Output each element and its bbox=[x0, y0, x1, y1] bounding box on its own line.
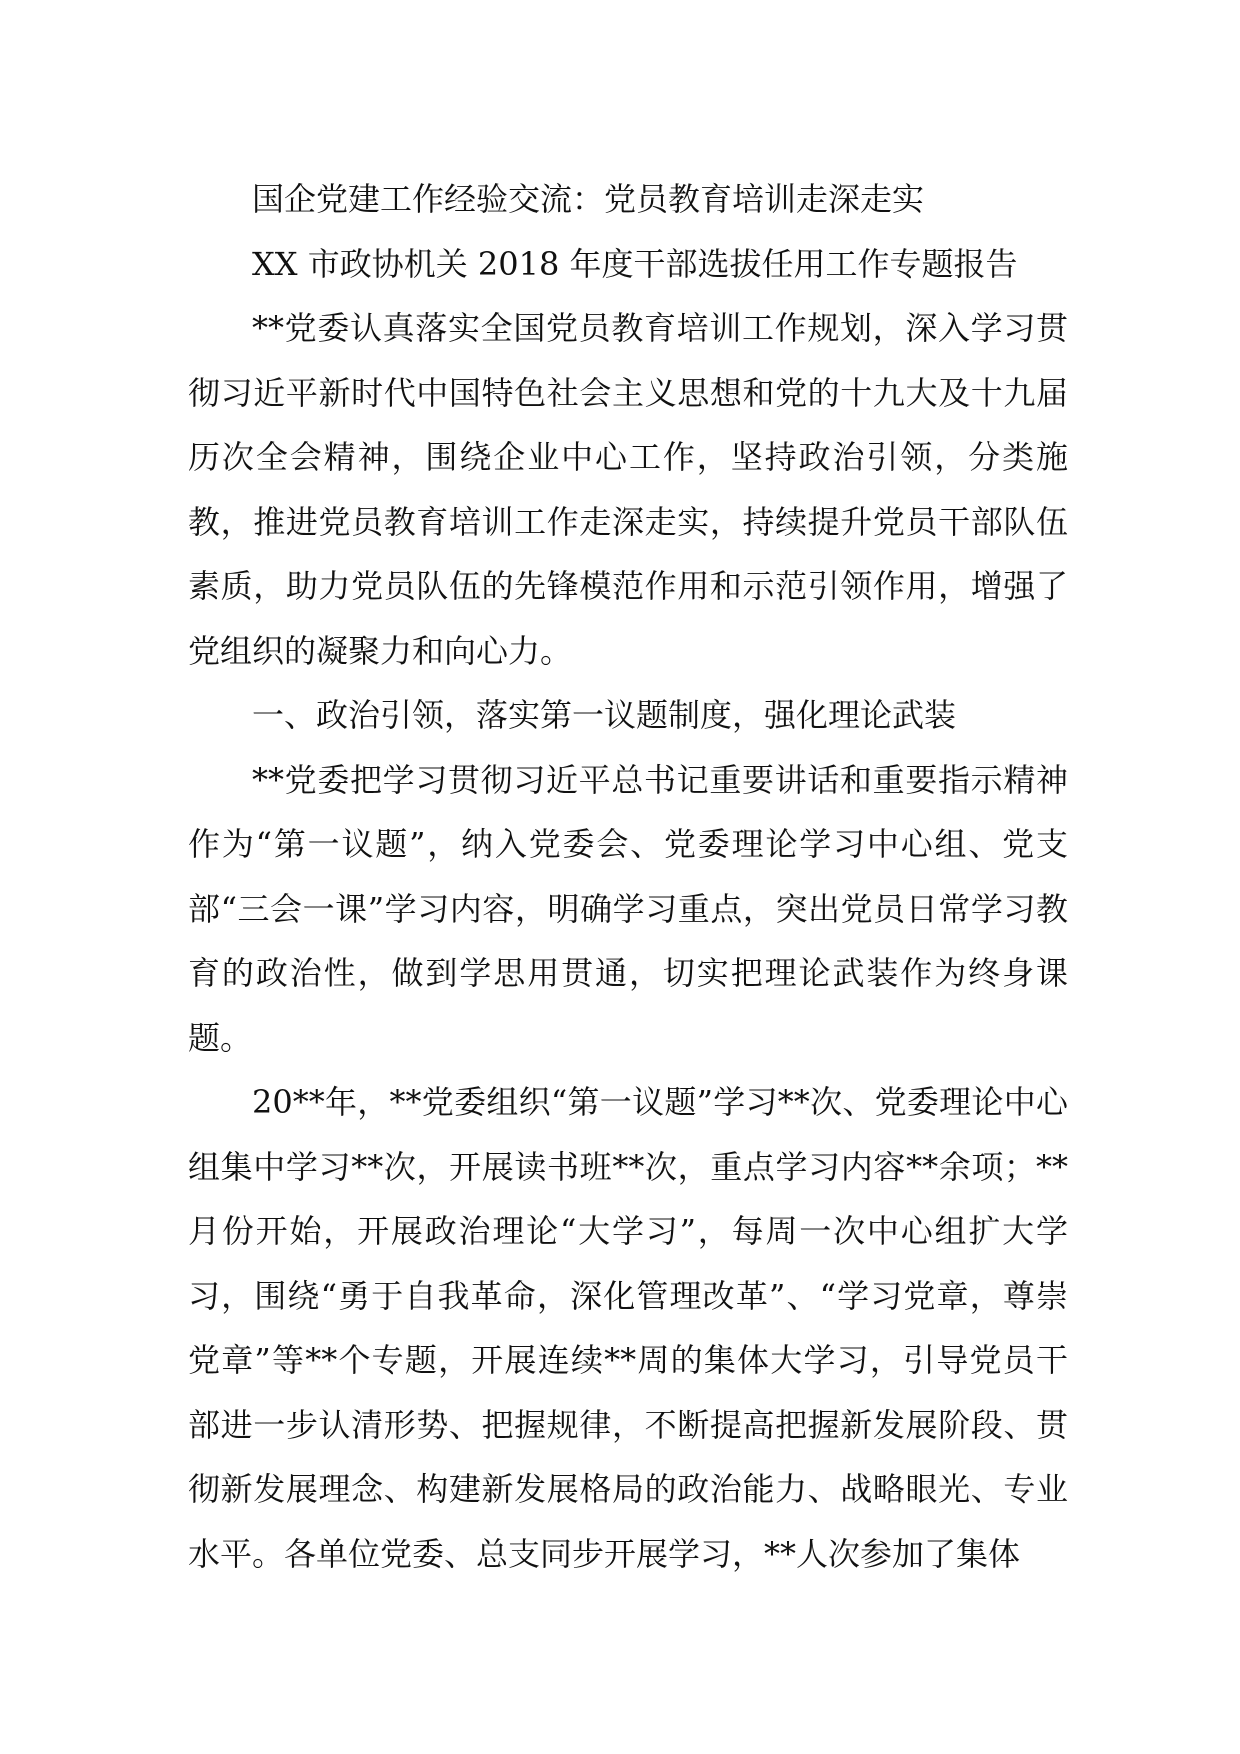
paragraph-intro: **党委认真落实全国党员教育培训工作规划，深入学习贯彻习近平新时代中国特色社会主义思想和党的十九大及十九届历次全会精神，围绕企业中心工作，坚持政治引领，分类施教，推进党员教育培训工作走深走实，持续提升党员干部队伍素质，助力党员队伍的先锋模范作用和示范引领作用，增强了党组织的凝聚力和向心力。 bbox=[188, 309, 1068, 670]
document-body bbox=[188, 167, 1068, 1586]
paragraph-first-agenda: **党委把学习贯彻习近平总书记重要讲话和重要指示精神作为“第一议题”，纳入党委会、党委理论学习中心组、党支部“三会一课”学习内容，明确学习重点，突出党员日常学习教育的政治性，做到学思用贯通，切实把理论武装作为终身课题。 bbox=[188, 760, 1068, 1057]
paragraph-study-stats: 20**年，**党委组织“第一议题”学习**次、党委理论中心组集中学习**次，开展读书班**次，重点学习内容**余项；**月份开始，开展政治理论“大学习”，每周一次中心组扩大学习，围绕“勇于自我革命，深化管理改革”、“学习党章，尊崇党章”等**个专题，开展连续**周的集体大学习，引导党员干部进一步认清形势、把握规律，不断提高把握新发展阶段、贯彻新发展理念、构建新发展格局的政治能力、战略眼光、专业水平。各单位党委、总支同步开展学习，**人次参加了集体 bbox=[188, 1083, 1068, 1573]
document-title: 国企党建工作经验交流：党员教育培训走深走实 bbox=[252, 180, 925, 218]
section-heading-1: 一、政治引领，落实第一议题制度，强化理论武装 bbox=[252, 696, 957, 734]
document-subtitle: XX 市政协机关 2018 年度干部选拔任用工作专题报告 bbox=[252, 244, 1018, 283]
